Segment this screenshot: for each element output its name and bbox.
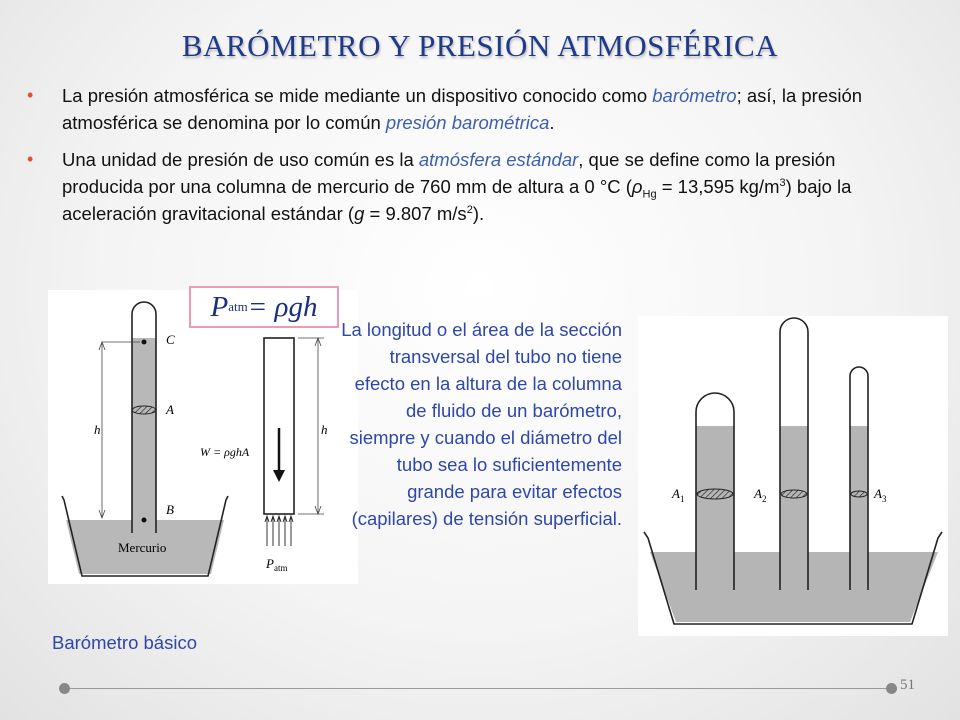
bullet-item-standard-atmosphere: [24, 146, 914, 227]
label-a3: $A_3$: [874, 486, 887, 504]
bullet2-superscript-2: 2: [466, 203, 473, 216]
bullet2-term-atmosfera-estandar: atmósfera estándar: [418, 149, 579, 170]
bullet1-text-2: ; así, la presión atmosférica se denomina por lo común: [62, 85, 863, 133]
point-b: [142, 518, 147, 523]
bullet1-text-3: .: [549, 112, 555, 133]
bullet2-text-4: ) bajo la aceleración gravitacional estándar (: [62, 176, 852, 224]
page-number: 51: [900, 677, 915, 693]
pressure-arrows: [265, 516, 293, 546]
bullet1-term-barometro: barómetro: [652, 85, 737, 106]
tube3-cross-section: [851, 491, 867, 497]
formula-lhs: P: [210, 290, 229, 323]
slide-title: BARÓMETRO Y PRESIÓN ATMOSFÉRICA: [181, 28, 779, 63]
label-patm: $P_{atm}$: [266, 556, 288, 573]
basic-barometer-figure: [48, 290, 358, 584]
bullet2-superscript-1: 3: [779, 176, 786, 189]
label-h-right: h: [321, 422, 328, 437]
label-c: C: [166, 332, 175, 347]
label-weight: W = ρghA: [200, 445, 250, 459]
tube1-cross-section: [697, 489, 733, 499]
free-body-column: [264, 338, 294, 514]
rho-subscript: Hg: [642, 188, 657, 201]
bullet2-text-2: , que se define como la presión producida por una columna de mercurio de 760 mm de altura a 0 °C (: [62, 149, 836, 197]
gravity-symbol: g: [354, 203, 365, 224]
label-mercurio: Mercurio: [118, 540, 167, 555]
label-b: B: [166, 502, 174, 517]
tube3-fluid: [850, 426, 868, 590]
tube2-cross-section: [781, 490, 807, 498]
label-a2: $A_2$: [754, 486, 767, 504]
footer-dot-left: [59, 683, 70, 694]
point-c: [142, 340, 147, 345]
bullet2-text-3: = 13,595 kg/m: [656, 176, 780, 197]
bullet2-text-6: ).: [472, 203, 485, 224]
bullet1-term-presion-barometrica: presión barométrica: [385, 112, 550, 133]
figure-caption: Barómetro básico: [52, 632, 197, 653]
label-a: A: [166, 402, 174, 417]
bullet2-text-1: Una unidad de presión de uso común es la: [62, 149, 419, 170]
bullet2-text-5: = 9.807 m/s: [364, 203, 467, 224]
side-explanation-text: La longitud o el área de la sección transversal del tubo no tiene efecto en la altura de la columna de fluido de un barómetro, siempre y cuando el diámetro del tubo sea lo suficientemente grande para evitar efectos (capilares) de tensión superficial.: [341, 319, 622, 529]
tube2-fluid: [780, 426, 808, 590]
rho-symbol: ρ: [631, 176, 643, 197]
footer-dot-right: [886, 683, 897, 694]
bullet-item-barometer: [24, 82, 914, 136]
multi-tube-diagram: [638, 316, 948, 636]
bullet1-text-1: La presión atmosférica se mide mediante un dispositivo conocido como: [62, 85, 653, 106]
cross-section-a: [132, 406, 156, 414]
formula-box: P atm = ρgh: [189, 286, 339, 328]
multi-tube-figure: [638, 316, 948, 636]
footer-divider: [64, 688, 894, 689]
mercury-column: [132, 338, 156, 533]
bullet-list: [24, 82, 914, 237]
label-h-left: h: [94, 422, 101, 437]
formula-rhs: = ρgh: [247, 290, 318, 323]
basic-barometer-diagram: [48, 290, 358, 584]
label-a1: $A_1$: [672, 486, 685, 504]
tube1-fluid: [696, 426, 734, 590]
